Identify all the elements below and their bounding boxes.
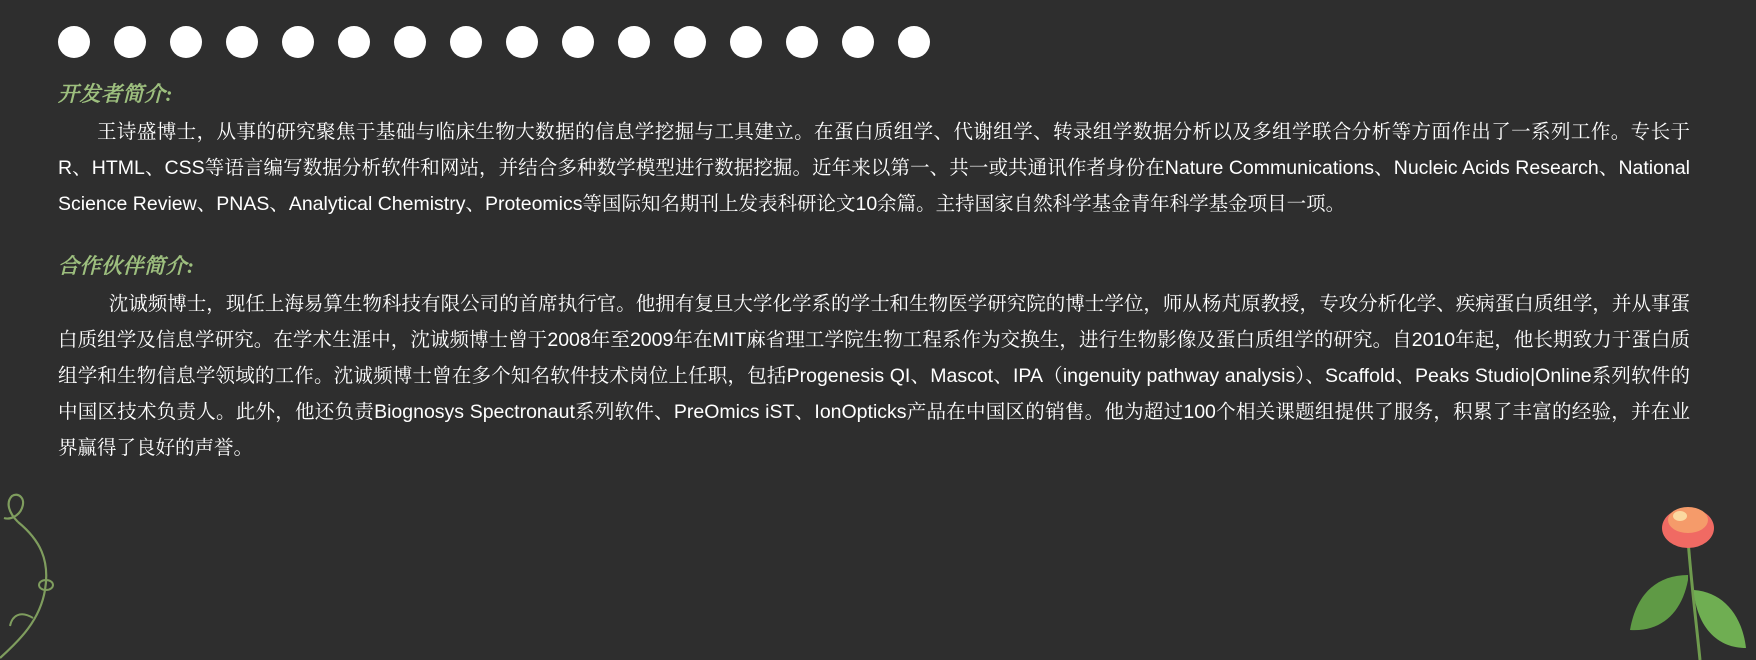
decorative-dot	[674, 26, 706, 58]
developer-section-body: 王诗盛博士，从事的研究聚焦于基础与临床生物大数据的信息学挖掘与工具建立。在蛋白质组学、代谢组学、转录组学数据分析以及多组学联合分析等方面作出了一系列工作。专长于R、HTML、CSS等语言编写数据分析软件和网站，并结合多种数学模型进行数据挖掘。近年来以第一、共一或共通讯作者身份在Nature Communications、Nucleic Acids Research、National Science Review、PNAS、Analytical Chemistry、Proteomics等国际知名期刊上发表科研论文10余篇。主持国家自然科学基金青年科学基金项目一项。	[58, 121, 1690, 215]
decorative-dot	[114, 26, 146, 58]
developer-section-title: 开发者简介:	[58, 82, 173, 106]
decorative-dot	[58, 26, 90, 58]
decorative-dot	[338, 26, 370, 58]
decorative-dot	[282, 26, 314, 58]
decorative-dot	[170, 26, 202, 58]
content-column	[58, 78, 1690, 466]
decorative-dot	[730, 26, 762, 58]
partner-section-title: 合作伙伴简介:	[58, 254, 195, 278]
decorative-dot	[618, 26, 650, 58]
decorative-dot	[394, 26, 426, 58]
decorative-dot-row	[58, 26, 930, 58]
decorative-dot	[562, 26, 594, 58]
decorative-dot	[842, 26, 874, 58]
decorative-dot	[786, 26, 818, 58]
decorative-dot	[450, 26, 482, 58]
decorative-dot	[898, 26, 930, 58]
decorative-dot	[506, 26, 538, 58]
partner-section-body: 沈诚频博士，现任上海易算生物科技有限公司的首席执行官。他拥有复旦大学化学系的学士和生物医学研究院的博士学位，师从杨芃原教授，专攻分析化学、疾病蛋白质组学，并从事蛋白质组学及信息学研究。在学术生涯中，沈诚频博士曾于2008年至2009年在MIT麻省理工学院生物工程系作为交换生，进行生物影像及蛋白质组学的研究。自2010年起，他长期致力于蛋白质组学和生物信息学领域的工作。沈诚频博士曾在多个知名软件技术岗位上任职，包括Progenesis QI、Mascot、IPA（ingenuity pathway analysis）、Scaffold、Peaks Studio|Online系列软件的中国区技术负责人。此外，他还负责Biognosys Spectronaut系列软件、PreOmics iST、IonOpticks产品在中国区的销售。他为超过100个相关课题组提供了服务，积累了丰富的经验，并在业界赢得了良好的声誉。	[58, 293, 1690, 459]
flower-decoration	[1596, 480, 1756, 660]
vine-decoration	[0, 490, 130, 660]
decorative-dot	[226, 26, 258, 58]
